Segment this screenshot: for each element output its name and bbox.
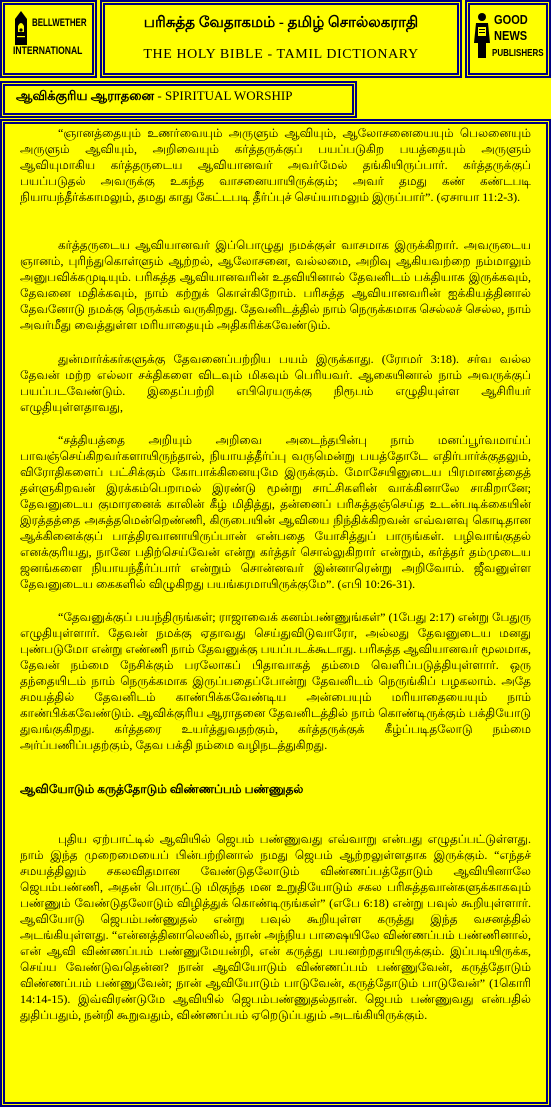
- paragraph: கர்த்தருடைய ஆவியானவர் இப்பொழுது நமக்குள் வாசமாக இருக்கிறார். அவருடைய ஞானம், புரிந்துகொள்ளும் ஆற்றல், ஆலோசனை, வல்லமை, அறிவு ஆகியவற்றை நம்மாலும் அனுபவிக்கமுடியும். பரிசுத்த ஆவியானவரின் உதவியினால் தேவனிடம் பக்தியாக இருக்கவும், தேவனை மதிக்கவும், நாம் கற்றுக் கொள்கிறோம். பரிசுத்த ஆவியானவரின் ஐக்கியத்தினால் தேவனோடு நமக்கு நெருக்கம் வருகிறது. தேவனிடத்தில் நாம் நெருக்கமாக செல்லச் செல்ல, நாம் அவர்மீது வைத்துள்ள மரியாதையும் அதிகரிக்கவேண்டும்.: [20, 238, 531, 332]
- paragraph: “சத்தியத்தை அறியும் அறிவை அடைந்தபின்பு நாம் மனப்பூர்வமாய்ப் பாவஞ்செய்கிறவர்களாயிருந்தால், நியாயத்தீர்ப்பு வருமென்று பயத்தோடே எதிர்பார்க்குதலும், விரோதிகளைப் பட்சிக்கும் கோபாக்கினையுமே இருக்கும். மோசேயினுடைய பிரமாணத்தைத் தள்ளுகிறவன் இரக்கம்பெறாமல் இரண்டு மூன்று சாட்சிகளின் வாக்கினாலே சாகிறானே; தேவனுடைய குமாரனைக் காலின் கீழ் மிதித்து, தன்னைப் பரிசுத்தஞ்செய்த உடன்படிக்கையின் இரத்தத்தை அசுத்தமென்றெண்ணி, கிருபையின் ஆவியை நிந்திக்கிறவன் எவ்வளவு கொடிதான ஆக்கினைக்குப் பாத்திரவானாயிருப்பான் என்பதை யோசித்துப் பாருங்கள். பழிவாங்குதல் எனக்குரியது, நானே பதிற்செய்வேன் என்று கர்த்தர் சொல்லுகிறார் என்றும், கர்த்தர் தம்முடைய ஜனங்களை நியாயந்தீர்ப்பார் என்றும் சொன்னவர் இன்னாரென்று அறிவோம். ஜீவனுள்ள தேவனுடைய கைகளில் விழுகிறது பயங்கரமாயிருக்குமே”. (எபி 10:26-31).: [20, 433, 531, 591]
- section-title-english: - SPIRITUAL WORSHIP: [157, 88, 293, 103]
- title-tamil: பரிசுத்த வேதாகமம் - தமிழ் சொல்லகராதி: [143, 15, 419, 31]
- section-title: [16, 86, 292, 105]
- section-title-tamil: ஆவிக்குரிய ஆராதனை: [16, 88, 155, 103]
- article-subheading: ஆவியோடும் கருத்தோடும் விண்ணப்பம் பண்ணுதல்: [20, 782, 304, 796]
- logo-text-news: NEWS: [494, 28, 528, 43]
- paragraph: துன்மார்க்கர்களுக்கு தேவனைப்பற்றிய பயம் இருக்காது. (ரோமர் 3:18). சர்வ வல்ல தேவன் மற்ற எல்லா சக்திகளை விடவும் மிகவும் பெரியவர். ஆகையினால் நாம் அவருக்குப் பயப்படவேண்டும். இதைப்பற்றி எபிரெயருக்கு நிரூபம் எழுதியுள்ள ஆசிரியர் எழுதியுள்ளதாவது,: [20, 352, 531, 414]
- logo-text-bellwether: BELLWETHER: [32, 17, 87, 29]
- dictionary-title-panel: [100, 0, 462, 78]
- logo-text-international: INTERNATIONAL: [13, 45, 83, 57]
- paragraph: புதிய ஏற்பாட்டில் ஆவியில் ஜெபம் பண்ணுவது எவ்வாறு என்பது எழுதப்பட்டுள்ளது. நாம் இந்த முறைமையைப் பின்பற்றினால் நமது ஜெபம் ஆற்றலுள்ளதாக இருக்கும். “எந்தச் சமயத்திலும் சகலவிதமான வேண்டுதலோடும் விண்ணப்பத்தோடும் ஆவியினாலே ஜெபம்பண்ணி, அதன் பொருட்டு மிகுந்த மன உறுதியோடும் சகல பரிசுத்தவான்களுக்காகவும் பண்ணும் வேண்டுதலோடும் விழித்துக் கொண்டிருங்கள்” (எபே 6:18) என்று பவுல் கூறியுள்ளார். ஆவியோடு ஜெபம்பண்ணுதல் என்று பவுல் கூறியுள்ள கருத்து இந்த வசனத்தில் அடங்கியுள்ளது. “என்னத்தினாலெனில், நான் அந்நிய பாஷையிலே விண்ணப்பம் பண்ணினால், என் ஆவி விண்ணப்பம் பண்ணுமேயன்றி, என் கருத்து பயனற்றதாயிருக்கும். இப்படியிருக்க, செய்ய வேண்டுவதென்ன? நான் ஆவியோடும் விண்ணப்பம் பண்ணுவேன், கருத்தோடும் விண்ணப்பம் பண்ணுவேன்; நான் ஆவியோடும் பாடுவேன், கருத்தோடும் பாடுவேன்” (1கொரி 14:14-15). இவ்விரண்டுமே ஆவியில் ஜெபம்பண்ணுதல்தான். ஜெபம் பண்ணுவது என்பதில் துதிப்பதும், நன்றி கூறுவதும், விண்ணப்பம் ஏறெடுப்பதும் அடங்கியிருக்கும்.: [20, 832, 531, 1022]
- logo-text-good: GOOD: [494, 12, 528, 27]
- good-news-publishers-logo: [465, 0, 551, 78]
- paragraph: “தேவனுக்குப் பயந்திருங்கள்; ராஜாவைக் கனம்பண்ணுங்கள்” (1பேது 2:17) என்று பேதுரு எழுதியுள்ளார். தேவன் நமக்கு ஏதாவது செய்துவிடுவாரோ, அல்லது தேவனுடைய மனது புண்படுமோ என்று எண்ணி நாம் தேவனுக்கு பயப்படக்கூடாது. பரிசுத்த ஆவியானவர் மூலமாக, தேவன் நம்மை நேசிக்கும் பரலோகப் பிதாவாகத் தம்மை வெளிப்படுத்தியுள்ளார். ஒரு தந்தையிடம் நாம் நெருக்கமாக இருப்பதைப்போன்று தேவனிடம் நெருங்கிப் பழகலாம். அதே சமயத்தில் தேவனிடம் காண்பிக்கவேண்டிய அன்பையும் மரியாதையையும் நாம் காண்பிக்கவேண்டும். ஆவிக்குரிய ஆராதனை தேவனிடத்தில் நாம் கொண்டிருக்கும் பக்தியோடு துவங்குகிறது. கர்த்தரை உயர்த்துவதற்கும், கர்த்தருக்குக் கீழ்ப்படிதலோடு நம்மை அர்ப்பணிப்பதற்கும், தேவ பக்தி நம்மை வழிநடத்துகிறது.: [20, 610, 532, 752]
- paragraph: “ஞானத்தையும் உணர்வையும் அருளும் ஆவியும், ஆலோசனையையும் பெலனையும் அருளும் ஆவியும், அறிவையும் கர்த்தருக்குப் பயப்படுகிற பயத்தையும் அருளும் ஆவியுமாகிய கர்த்தருடைய ஆவியானவர் அவர்மேல் தங்கியிருப்பார். கர்த்தருக்குப் பயப்படுதல் அவருக்கு உகந்த வாசனையாயிருக்கும்; அவர் தமது கண் கண்டபடி நியாயந்தீர்க்காமலும், தமது காது கேட்டபடி தீர்ப்புச் செய்யாமலும் இருப்பார்”. (ஏசாயா 11:2-3).: [20, 126, 531, 204]
- bellwether-logo: [0, 0, 97, 78]
- section-title-box: [0, 81, 357, 118]
- title-english: THE HOLY BIBLE - TAMIL DICTIONARY: [143, 47, 419, 62]
- logo-text-publishers: PUBLISHERS: [492, 48, 544, 59]
- scroll-bearer-icon: [473, 12, 491, 63]
- article-body: [0, 119, 551, 1107]
